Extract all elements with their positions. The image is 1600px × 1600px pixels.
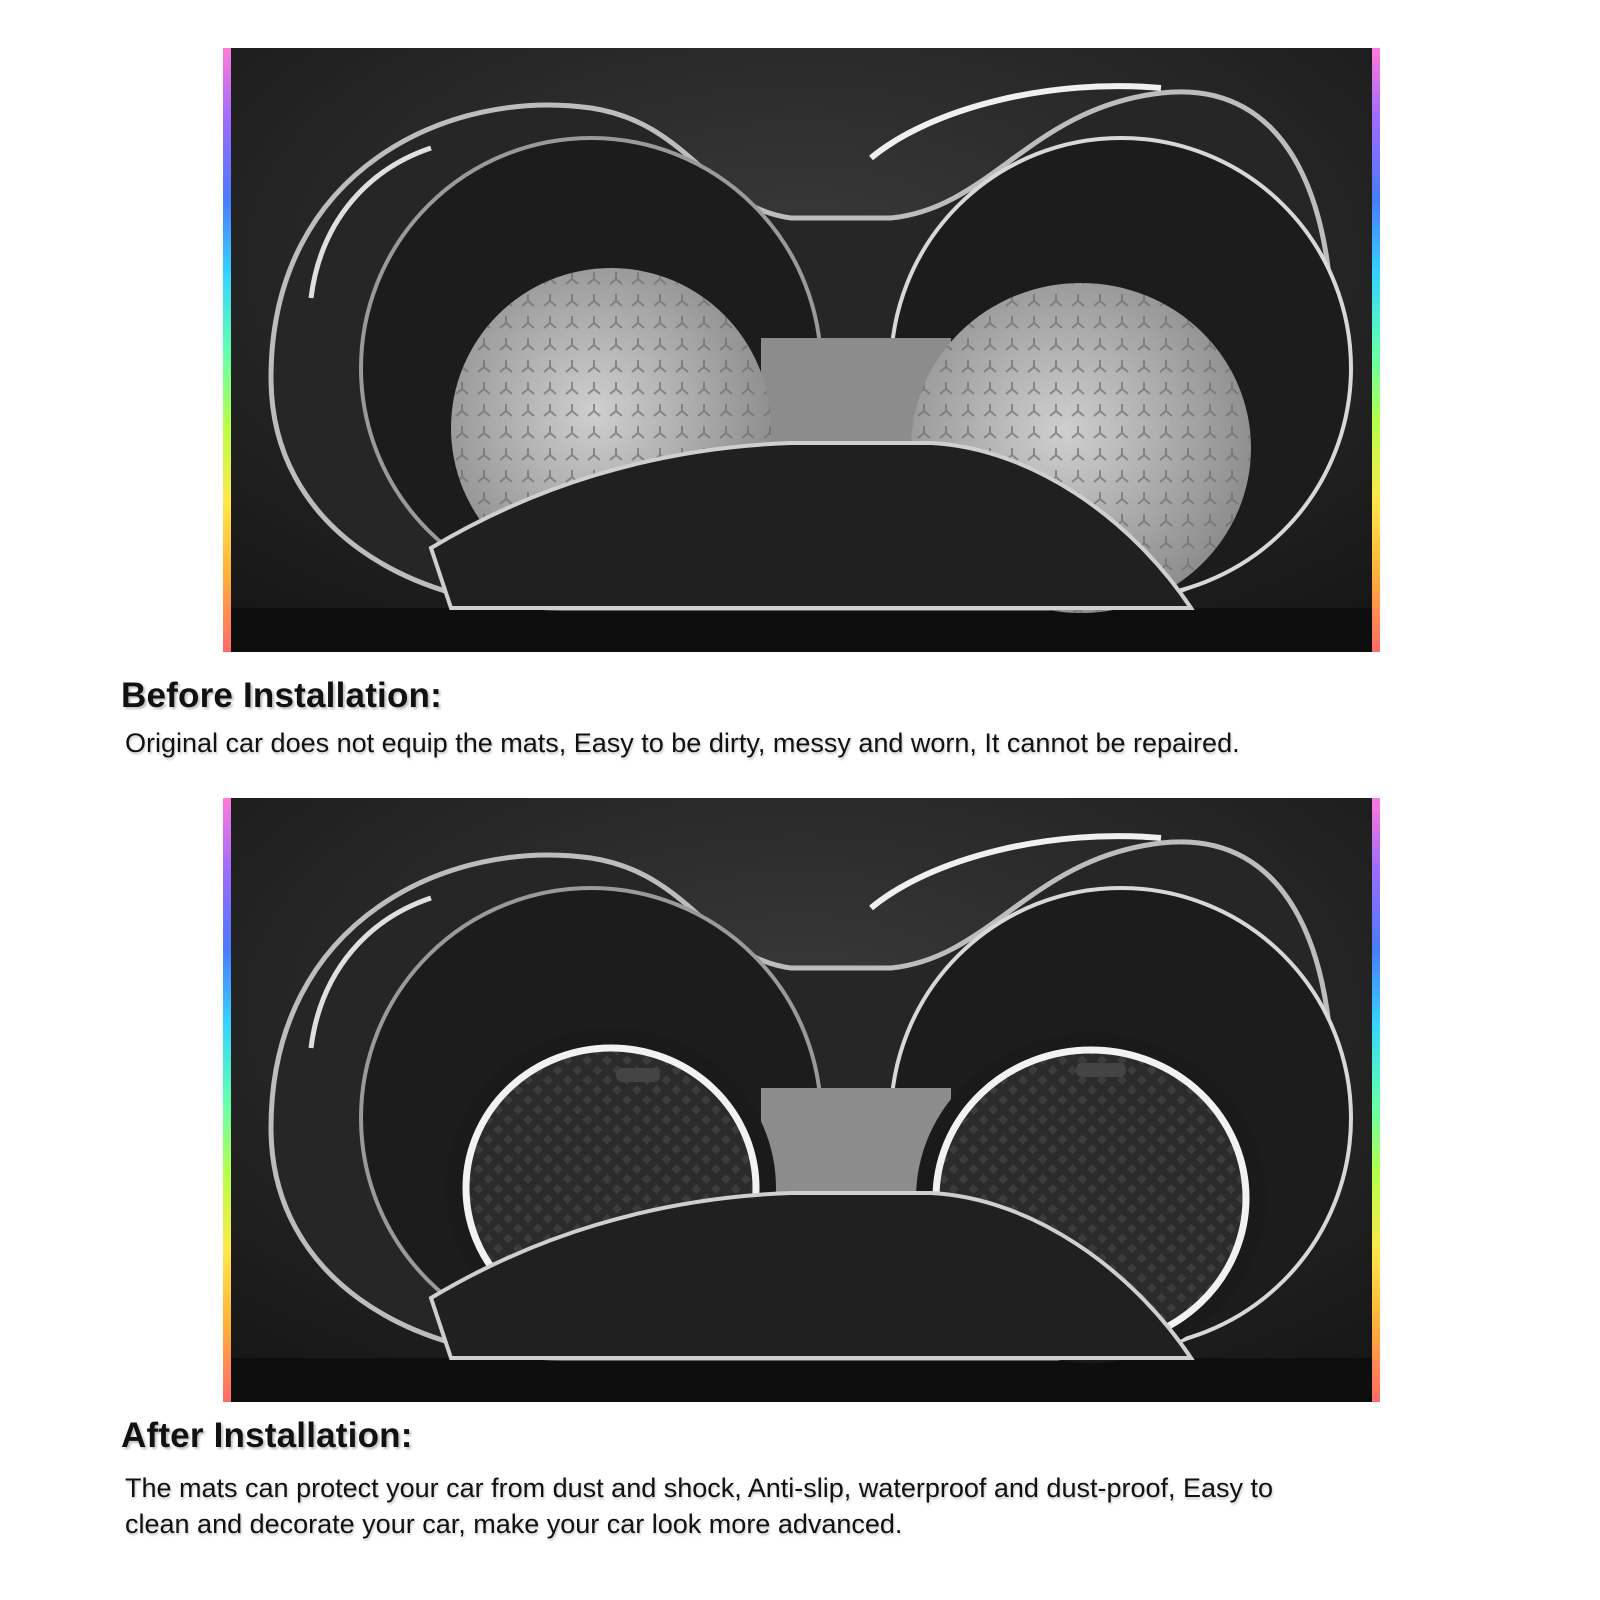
after-installation-description: [125, 1470, 1273, 1542]
before-installation-description: Original car does not equip the mats, Easy to be dirty, messy and worn, It cannot be repaired.: [125, 728, 1240, 758]
before-installation-heading: Before Installation:: [121, 676, 442, 715]
rainbow-border-left: [223, 48, 231, 652]
after-description-line-1: The mats can protect your car from dust and shock, Anti-slip, waterproof and dust-proof, Easy to: [125, 1473, 1274, 1503]
cup-holder-before-illustration: [231, 48, 1372, 652]
after-installation-heading: After Installation:: [121, 1416, 413, 1455]
rainbow-border-right: [1372, 798, 1380, 1402]
rainbow-border-right: [1372, 48, 1380, 652]
rainbow-border-left: [223, 798, 231, 1402]
cup-holder-after-illustration: [231, 798, 1372, 1402]
before-installation-photo: [231, 48, 1372, 652]
after-installation-photo: [231, 798, 1372, 1402]
after-description-line-2: clean and decorate your car, make your car look more advanced.: [125, 1509, 903, 1539]
